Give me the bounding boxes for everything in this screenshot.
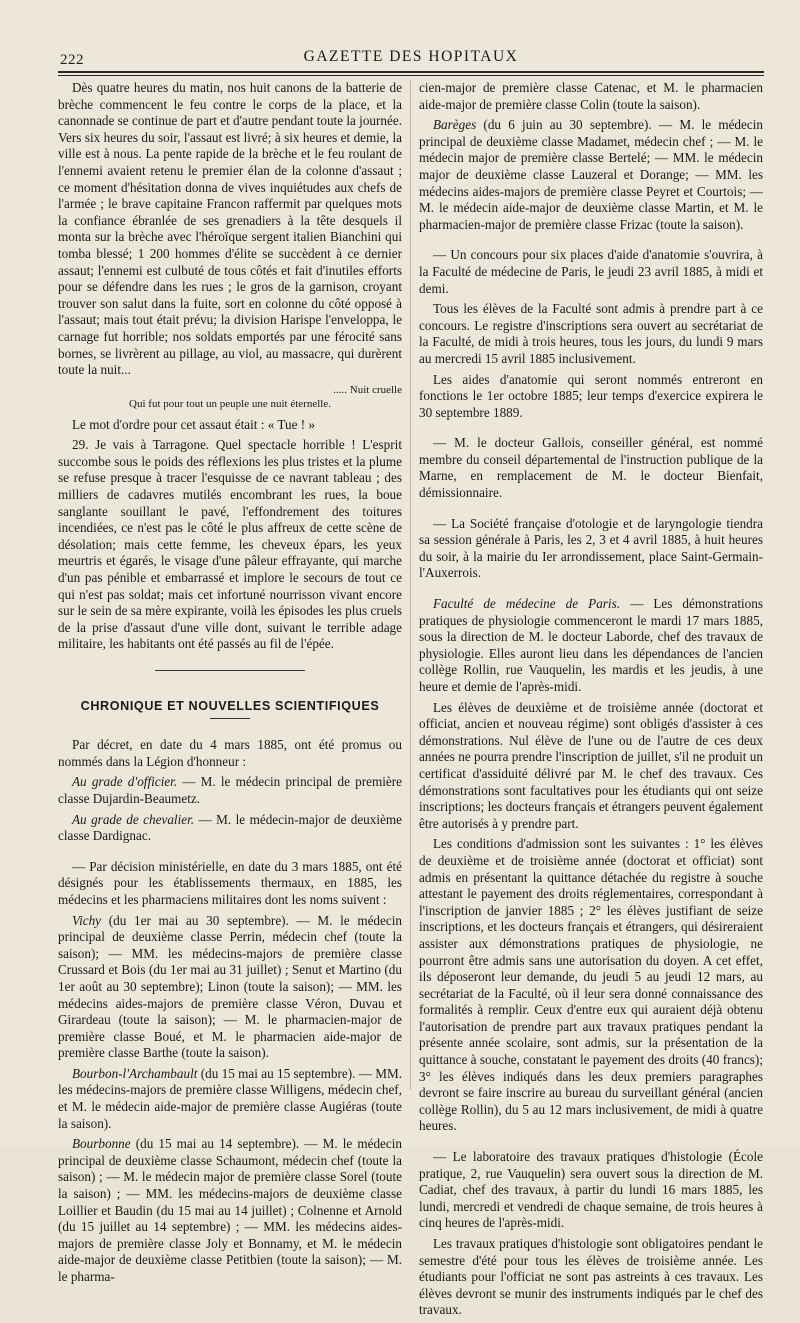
italic-lead: Au grade de chevalier. [72, 811, 195, 827]
paragraph: Tous les élèves de la Faculté sont admis à prendre part à ce concours. Le registre d'inscriptions sera ouvert au secrétariat de la Faculté, de midi à trois heures, tous les jours, du lundi 9 mars au mercredi 15 avril 1885 inclusivement. [419, 301, 763, 366]
italic-lead: Au grade d'officier. [72, 774, 178, 790]
paragraph: cien-major de première classe Catenac, et M. le pharmacien aide-major de première classe Colin (toute la saison). [419, 80, 763, 112]
left-column [58, 80, 402, 1290]
paragraph: Bourbon-l'Archambault (du 15 mai au 15 septembre). — MM. les médecins-majors de première classe Willigens, médecin chef, et M. le médecin aide-major de première classe Augiéras (toute la saison). [58, 1065, 402, 1131]
paragraph: Vichy (du 1er mai au 30 septembre). — M. le médecin principal de deuxième classe Perrin, médecin chef (toute la saison); — MM. les médecins-majors de première classe Crussard et Bois (du 1er mai au 31 juillet) ; Senut et Martino (du 1er août au 30 septembre); Linon (toute la saison); — MM. les médecins aides-majors de première classe Véron, Duvau et Girardeau (toute la saison); — M. le pharmacien-major de première classe Boué, et M. le pharmacien aide-major de première classe Barthe (toute la saison). [58, 912, 402, 1061]
italic-lead: Vichy [72, 912, 102, 928]
paragraph: — M. le docteur Gallois, conseiller général, est nommé membre du conseil départemental de l'instruction publique de la Marne, en remplacement de M. le docteur Bienfait, démissionnaire. [419, 435, 763, 501]
paragraph: Barèges (du 6 juin au 30 septembre). — M. le médecin principal de deuxième classe Madamet, médecin chef ; — M. le médecin major de première classe Bertelé; — MM. le médecin major de deuxième classe Lauzeral et Dorange; — MM. les médecins aides-majors de première classe Peyret et Courtois; — M. le médecin aide-major de deuxième classe Martin, et M. le pharmacien-major de première classe Frizac (toute la saison). [419, 117, 763, 232]
paragraph: Les travaux pratiques d'histologie sont obligatoires pendant le semestre d'été pour tous les élèves de troisième année. Les étudiants pour l'officiat ne sont pas astreints à ces travaux. Les élèves devront se munir des instruments indiqués par le chef des travaux. [419, 1236, 763, 1318]
page-number: 222 [60, 52, 84, 68]
paragraph: Les aides d'anatomie qui seront nommés entreront en fonctions le 1er octobre 1885; leur temps d'exercice expirera le 30 septembre 1889. [419, 371, 763, 420]
header-rule [58, 71, 764, 73]
italic-lead: Bourbon-l'Archambault [72, 1065, 198, 1081]
paragraph: — Le laboratoire des travaux pratiques d'histologie (École pratique, 2, rue Vauquelin) sera ouvert sous la direction de M. Cadiat, chef des travaux, à partir du lundi 16 mars 1885, les lundi, mercredi et vendredi de chaque semaine, de trois heures à cinq heures de l'après-midi. [419, 1149, 763, 1231]
paragraph: Les conditions d'admission sont les suivantes : 1° les élèves de deuxième et de troisième année (doctorat et officiat) sont admis en présentant la quittance détachée du registre à souche attestant le payement des droits réglementaires, correspondant à l'inscription de janvier 1885 ; 2° les élèves justifiant de seize inscriptions, et les docteurs français et étrangers, qui désireraient assister aux démonstrations pratiques de physiologie, ne pourront être admis sans une autorisation du doyen. A cet effet, ils déposeront leur demande, du jeudi 5 au jeudi 12 mars, au secrétariat de la Faculté, où il leur sera donné connaissance des formalités à remplir. Ceux d'entre eux qui auraient déjà obtenu l'autorisation de prendre part aux travaux pratiques pendant la présente année scolaire, sont admis, sur la présentation de la quittance à souche, constatant le payement des droits (40 francs); 3° les élèves indiqués dans les deux premiers paragraphes devront se faire inscrire au bureau du surveillant général (ancien collège Rollin), du 5 au 12 mars inclusivement, de midi à quatre heures. [419, 836, 763, 1134]
verse-line: ..... Nuit cruelle [333, 383, 402, 396]
paragraph: Le mot d'ordre pour cet assaut était : « Tue ! » [72, 416, 315, 432]
paragraph: 29. Je vais à Tarragone. Quel spectacle horrible ! L'esprit succombe sous le poids des réflexions les plus tristes et la plume se refuse presque à tracer l'esquisse de ce navrant tableau ; des milliers de cadavres mutilés encombrant les rues, la boue sanglante souillant le pavé, l'effondrement des toitures incendiées, ce n'est pas le côté le plus affreux de cette scène de désolation; mais cette femme, les cheveux épars, les yeux meurtris et égarés, le visage d'une pâleur effrayante, qui marche d'un pas pénible et embarrassé et implore le secours de tout ce qui n'est pas soldat; mais cet infortuné nourrisson vivant encore sur le sein de sa mère expirante, voilà les épisodes les plus cruels de la prise d'assaut d'une ville dont, suivant le terrible adage militaire, les habitants ont été passés au fil de l'épée. [58, 437, 402, 652]
italic-lead: Bourbonne [72, 1136, 131, 1152]
paragraph: — Un concours pour six places d'aide d'anatomie s'ouvrira, à la Faculté de médecine de Paris, le jeudi 23 avril 1885, à midi et demi. [419, 247, 763, 296]
section-rule [210, 718, 250, 719]
page-header [58, 46, 764, 68]
paragraph: Les élèves de deuxième et de troisième année (doctorat et officiat, ancien et nouveau régime) sont obligés d'assister à ces démonstrations. Nul élève de l'une ou de l'autre de ces deux années ne pourra prendre l'inscription de juillet, s'il ne produit un certificat d'assiduité délivré par M. le chef des travaux. Ces démonstrations sont facultatives pour les étudiants qui ont seize inscriptions; les docteurs français et étrangers peuvent également être autorisés à y prendre part. [419, 699, 763, 831]
header-rule-thin [58, 75, 764, 76]
italic-lead: Faculté de médecine de Paris. [433, 596, 621, 612]
paragraph: — Par décision ministérielle, en date du 3 mars 1885, ont été désignés pour les établissements thermaux, en 1885, les médecins et les pharmaciens militaires dont les noms suivent : [58, 858, 402, 907]
paragraph: Dès quatre heures du matin, nos huit canons de la batterie de brèche commencent le feu contre le corps de la place, et la canonnade se continue de part et d'autre pendant toute la journée. Vers six heures du soir, l'assaut est livré; à six heures et demie, la ville est à nous. La pente rapide de la brèche et le feu roulant de l'ennemi avaient retenu le premier élan de la colonne d'assaut ; ce moment d'hésitation donna de vives inquiétudes aux chefs de l'armée ; le brave capitaine Francon raffermit par quelques mots la confiance ébranlée de ses grenadiers à la tête desquels il monta sur la brèche avec l'héroïque sergent italien Bianchini qui tomba blessé; 1 200 hommes d'élite se succèdent à ce dernier assaut; l'ennemi est culbuté de tous côtés et fait d'inutiles efforts pour se défendre dans les rues ; le gros de la garnison, croyant trouver son salut dans la fuite, sort en colonne du côté opposé à l'assaut; mais tout était prévu; la division Harispe l'enveloppa, le carnage fut horrible; nos soldats emportés par une férocité sans bornes, se livrèrent au pillage, au viol, au massacre, qui durèrent toute la nuit... [58, 80, 403, 378]
paragraph: Au grade d'officier. — M. le médecin principal de première classe Dujardin-Beaumetz. [58, 774, 402, 806]
paragraph: Par décret, en date du 4 mars 1885, ont été promus ou nommés dans la Légion d'honneur : [58, 737, 402, 769]
running-title: GAZETTE DES HOPITAUX [303, 48, 519, 65]
paragraph: Au grade de chevalier. — M. le médecin-major de deuxième classe Dardignac. [58, 811, 402, 844]
section-ornament [58, 663, 402, 680]
right-column [419, 80, 763, 1323]
paragraph: Faculté de médecine de Paris. — Les démonstrations pratiques de physiologie commenceront le mardi 17 mars 1885, sous la direction de M. le docteur Laborde, chef des travaux de physiologie. Elles auront lieu dans les dépendances de l'ancien collège Rollin, rue Vauquelin, les mardis et les jeudis, à une heure et demie de l'après-midi. [419, 596, 763, 694]
paragraph: — La Société française d'otologie et de laryngologie tiendra sa session générale à Paris, les 2, 3 et 4 avril 1885, à huit heures du soir, à la mairie du Ier arrondissement, place Saint-Germain-l'Auxerrois. [419, 515, 763, 581]
paragraph: Bourbonne (du 15 mai au 14 septembre). — M. le médecin principal de deuxième classe Schaumont, médecin chef (toute la saison) ; — M. le médecin major de première classe Sorel (toute la saison) ; — MM. les médecins-majors de deuxième classe Loillier et Baudin (du 15 mai au 14 juillet) ; Colnenne et Arnold (du 15 juillet au 14 septembre) ; — MM. les médecins aides-majors de première classe Joly et Bonnamy, et M. le médecin aide-major de deuxième classe Petitbien (toute la saison); — M. le pharma- [58, 1136, 402, 1284]
verse-line: Qui fut pour tout un peuple une nuit éternelle. [129, 397, 331, 410]
section-title: CHRONIQUE ET NOUVELLES SCIENTIFIQUES [80, 698, 380, 713]
italic-lead: Barèges [433, 117, 477, 133]
column-divider [410, 80, 411, 1090]
